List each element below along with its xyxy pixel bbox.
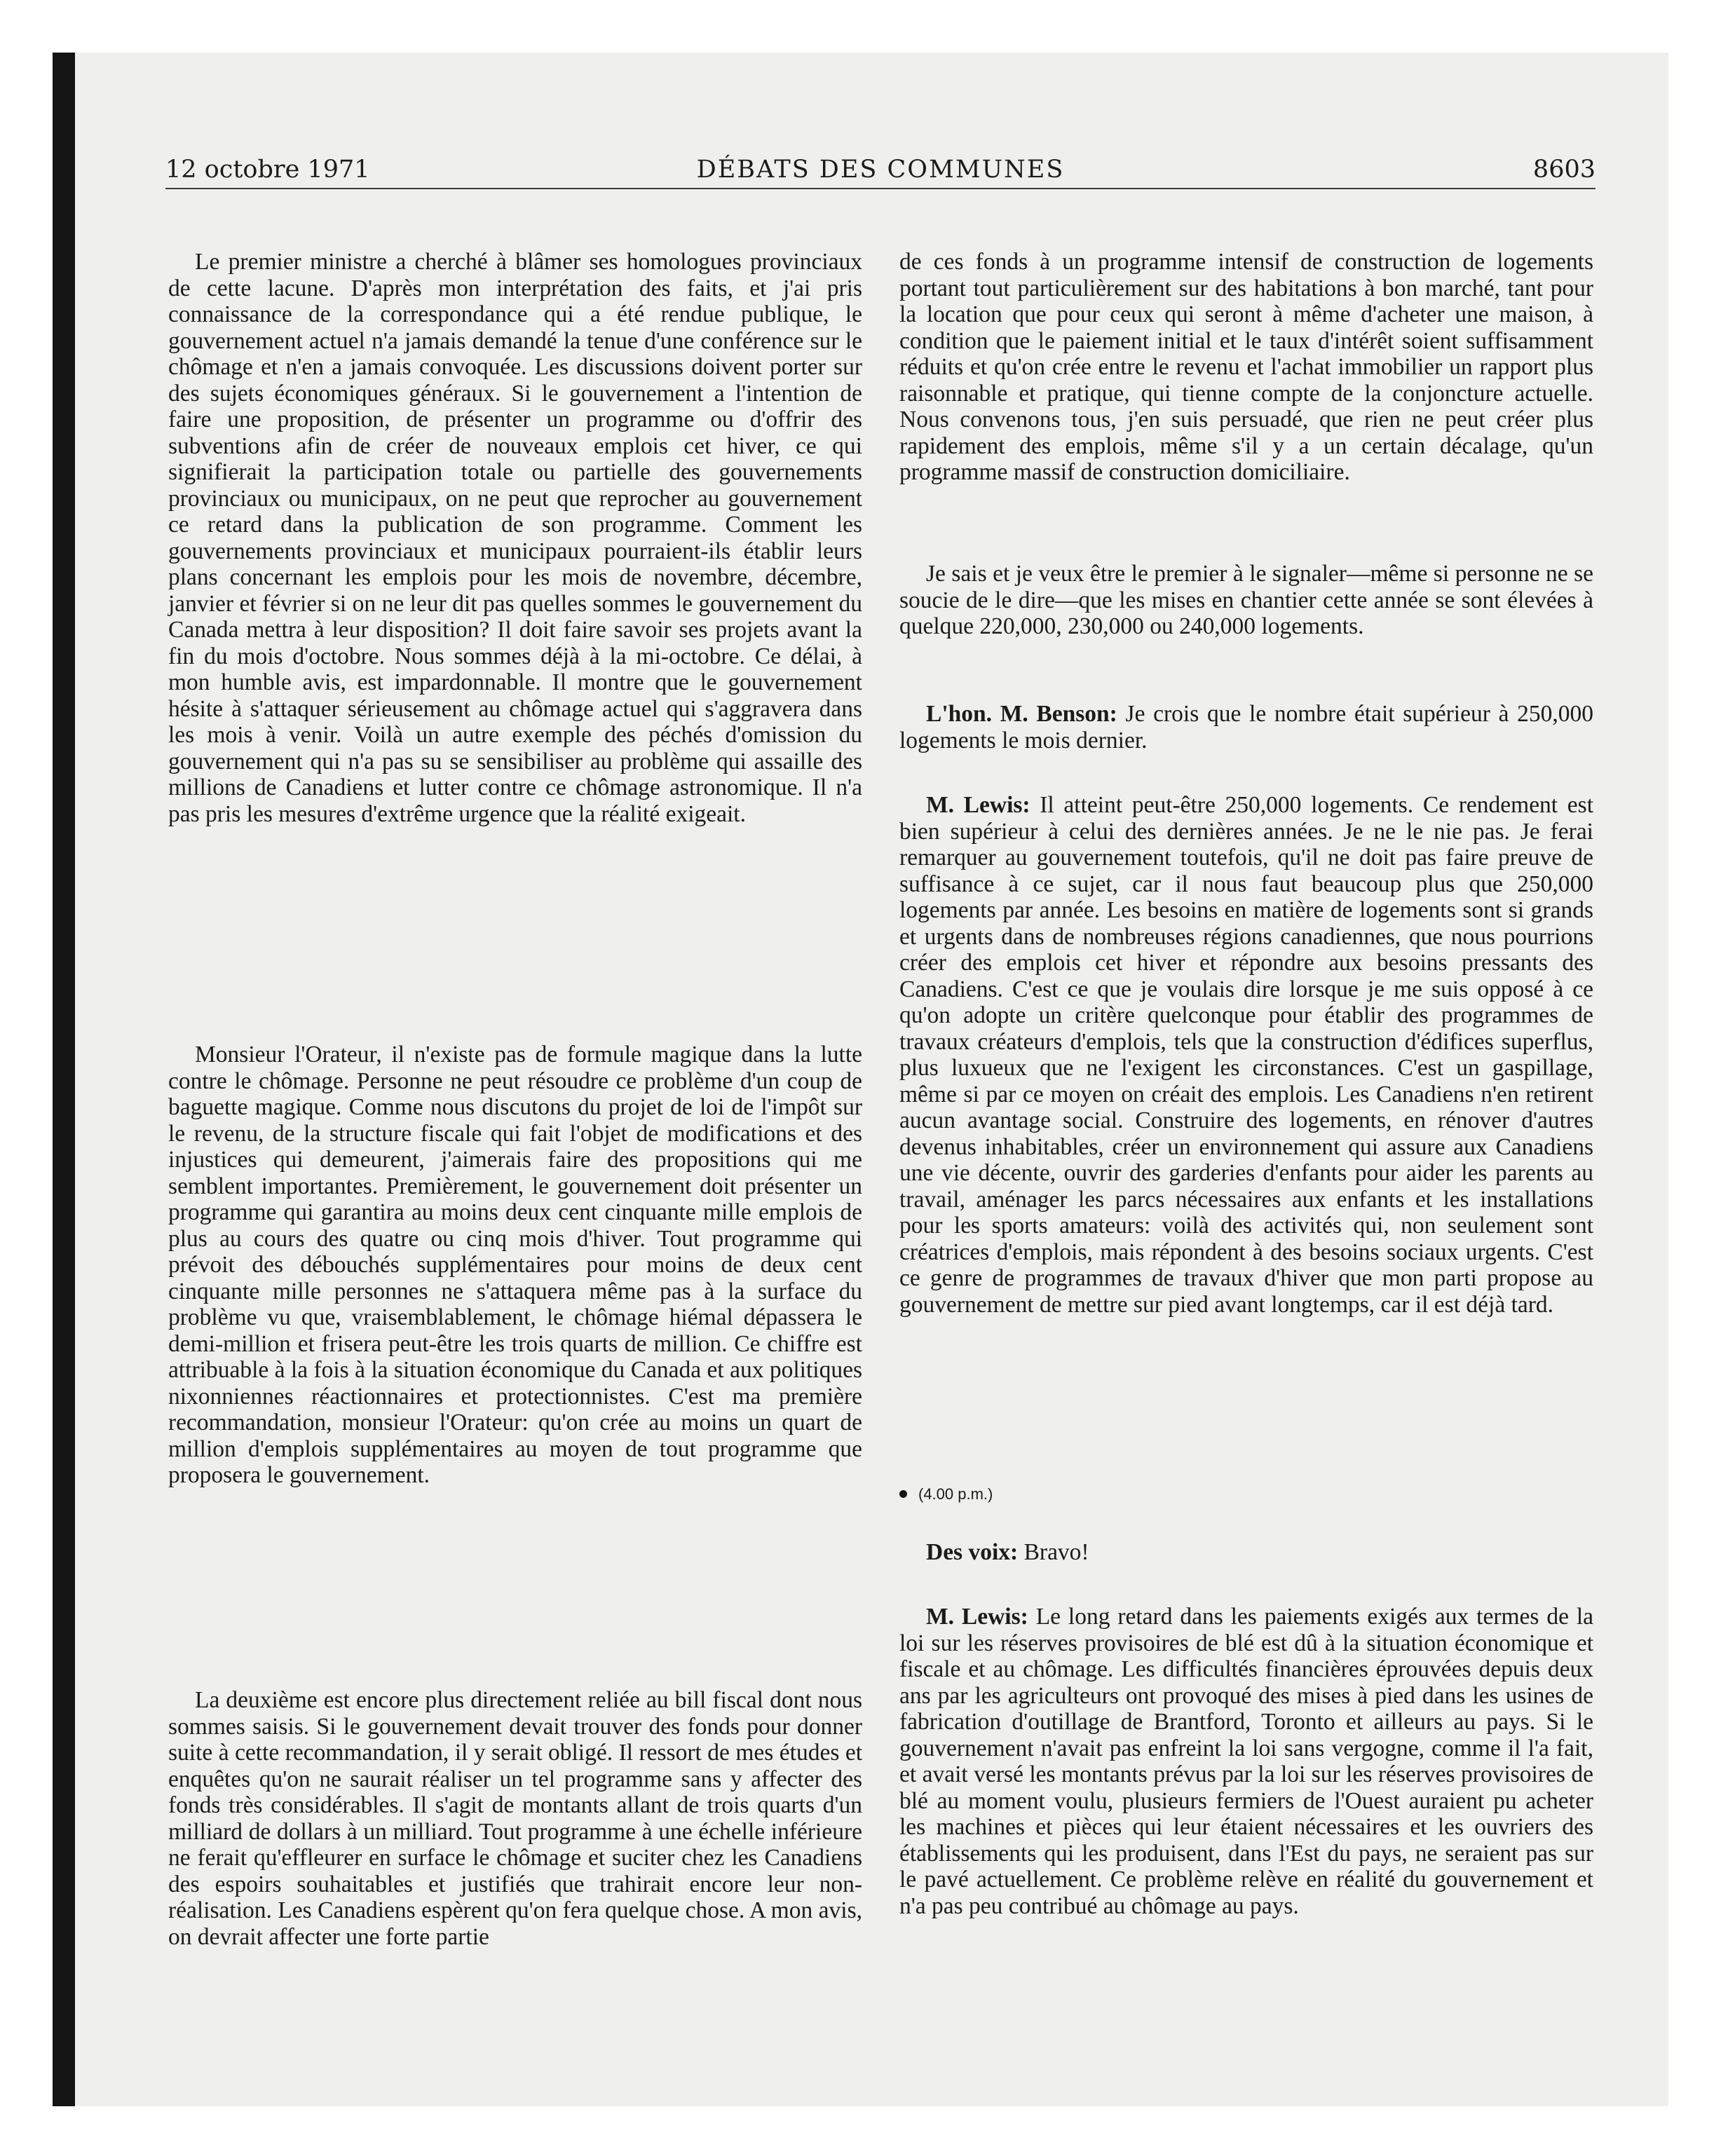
paragraph-text: Le premier ministre a cherché à blâmer ses homologues provinciaux de cette lacune. D'après mon interprétation des faits, et j'ai pris connaissance de la correspondance qui a été rendue publique, le gouvernement actuel n'a jamais demandé la tenue d'une conférence sur le chômage et n'en a jamais convoquée. Les discussions doivent porter sur des sujets économiques généraux. Si le gouvernement a l'intention de faire une proposition, de présenter un programme ou d'offrir des subventions afin de créer de nouveaux emplois cet hiver, ce qui signifierait la participation totale ou partielle des gouvernements provinciaux ou municipaux, on ne peut que reprocher au gouvernement ce retard dans la publication de son programme. Comment les gouvernements provinciaux et municipaux pourraient-ils établir leurs plans concernant les emplois pour les mois de novembre, décembre, janvier et février si on ne leur dit pas quelles sommes le gouvernement du Canada mettra à leur disposition? Il doit faire savoir ses projets avant la fin du mois d'octobre. Nous sommes déjà à la mi-octobre. Ce délai, à mon humble avis, est impardonnable. Il montre que le gouvernement hésite à s'attaquer sérieusement au chômage actuel qui s'aggravera dans les mois à venir. Voilà un autre exemple des péchés d'omission du gouvernement qui n'a pas su se sensibiliser au problème qui assaille des millions de Canadiens et lutter contre ce chômage astronomique. Il n'a pas pris les mesures d'extrême urgence que la réalité exigeait. xyxy=(168,249,862,827)
speaker-name: M. Lewis: xyxy=(926,792,1030,818)
timestamp: (4.00 p.m.) xyxy=(918,1485,993,1503)
speech-text: Je crois que le nombre était supérieur à 250,000 logements le mois dernier. xyxy=(899,701,1594,753)
page-header xyxy=(165,153,1595,189)
paragraph-text: Monsieur l'Orateur, il n'existe pas de formule magique dans la lutte contre le chômage. Personne ne peut résoudre ce problème d'un coup de baguette magique. Comme nous discutons du projet de loi de l'impôt sur le revenu, de la structure fiscale qui fait l'objet de modifications et des injustices qui demeurent, j'aimerais faire des propositions qui me semblent importantes. Premièrement, le gouvernement doit présenter un programme qui garantira au moins deux cent cinquante mille emplois de plus au cours des quatre ou cinq mois d'hiver. Tout programme qui prévoit des débouchés supplémentaires pour moins de deux cent cinquante mille personnes ne s'attaquera même pas à la surface du problème vu que, vraisemblablement, le chômage hiémal dépassera le demi-million et frisera peut-être les trois quarts de million. Ce chiffre est attribuable à la fois à la situation économique du Canada et aux politiques nixonniennes réactionnaires et protectionnistes. C'est ma première recommandation, monsieur l'Orateur: qu'on crée au moins un quart de million d'emplois supplémentaires au moyen de tout programme que proposera le gouvernement. xyxy=(168,1042,862,1488)
voices-intervention xyxy=(899,1539,1593,1566)
paragraph-text: de ces fonds à un programme intensif de construction de logements portant tout particulièrement sur des habitations à bon marché, tant pour la location que pour ceux qui seront à même d'acheter une maison, à condition que le paiement initial et le taux d'intérêt soient suffisamment réduits et qu'on crée entre le revenu et l'achat immobilier un rapport plus raisonnable et pratique, qui tienne compte de la conjoncture actuelle. Nous convenons tous, j'en suis persuadé, que rien ne peut créer plus rapidement des emplois, même s'il y a un certain décalage, qu'un programme massif de construction domiciliaire. xyxy=(899,249,1593,485)
bullet-icon xyxy=(899,1490,907,1498)
speech-text: Il atteint peut-être 250,000 logements. Ce rendement est bien supérieur à celui des dernières années. Je ne le nie pas. Je ferai remarquer au gouvernement toutefois, qu'il ne doit pas faire preuve de suffisance à ce sujet, car il nous faut beaucoup plus que 250,000 logements par année. Les besoins en matière de logements sont si grands et urgents dans de nombreuses régions canadiennes, que nous pourrions créer des emplois cet hiver et répondre aux besoins pressants des Canadiens. C'est ce que je voulais dire lorsque je me suis opposé à ce qu'on adopte un critère quelconque pour établir des programmes de travaux créateurs d'emplois, tels que la construction d'édifices superflus, plus luxueux que ne l'exigent les circonstances. C'est un gaspillage, même si par ce moyen on créait des emplois. Les Canadiens n'en retirent aucun avantage social. Construire des logements, en rénover d'autres devenus inhabitables, créer un environnement qui assure aux Canadiens une vie décente, ouvrir des garderies d'enfants pour aider les parents au travail, aménager les parcs nécessaires aux enfants et les installations pour les sports amateurs: voilà des activités qui, non seulement sont créatrices d'emplois, mais répondent à des besoins sociaux urgents. C'est ce genre de programmes de travaux d'hiver que mon parti propose au gouvernement de mettre sur pied avant longtemps, car il est déjà tard. xyxy=(899,792,1594,1318)
left-paragraph-1 xyxy=(168,249,862,827)
lewis-intervention-2 xyxy=(899,1604,1593,1919)
left-paragraph-2 xyxy=(168,1042,862,1489)
timestamp-line xyxy=(899,1479,1593,1508)
paragraph-text: Je sais et je veux être le premier à le signaler—même si personne ne se soucie de le dire—que les mises en chantier cette année se sont élevées à quelque 220,000, 230,000 ou 240,000 logements. xyxy=(899,561,1593,639)
paragraph-text: La deuxième est encore plus directement reliée au bill fiscal dont nous sommes saisis. Si le gouvernement devait trouver des fonds pour donner suite à cette recommandation, il y serait obligé. Il ressort de mes études et enquêtes qu'on ne saurait réaliser un tel programme sans y affecter des fonds très considérables. Il s'agit de montants allant de trois quarts d'un milliard de dollars à un milliard. Tout programme à une échelle inférieure ne ferait qu'effleurer en surface le chômage et suciter chez les Canadiens des espoirs souhaitables et justifiés que trahirait encore leur non-réalisation. Les Canadiens espèrent qu'on fera quelque chose. A mon avis, on devrait affecter une forte partie xyxy=(168,1687,862,1950)
scan-edge xyxy=(53,53,75,2106)
speaker-name: L'hon. M. Benson: xyxy=(926,701,1117,727)
right-paragraph-2 xyxy=(899,561,1593,640)
header-title: DÉBATS DES COMMUNES xyxy=(696,156,1065,184)
speech-text: Bravo! xyxy=(1023,1539,1089,1565)
speech-text: Le long retard dans les paiements exigés aux termes de la loi sur les réserves provisoires de blé est dû à la situation économique et fiscale et au chômage. Les difficultés financières éprouvées depuis deux ans par les agriculteurs ont provoqué des mises à pied dans les usines de fabrication d'outillage de Brantford, Toronto et ailleurs au pays. Si le gouvernement n'avait pas enfreint la loi sans vergogne, comme il l'a fait, et avait versé les montants prévus par la loi sur les réserves provisoires de blé au moment voulu, plusieurs fermiers de l'Ouest auraient pu acheter les machines et pièces qui leur étaient nécessaires et les ouvriers des établissements qui les produisent, dans l'Est du pays, ne seraient pas sur le pavé actuellement. Ce problème relève en réalité du gouvernement et n'a pas peu contribué au chômage au pays. xyxy=(899,1604,1594,1919)
right-paragraph-1 xyxy=(899,249,1593,486)
header-date: 12 octobre 1971 xyxy=(165,156,370,184)
left-paragraph-3 xyxy=(168,1687,862,1950)
benson-intervention xyxy=(899,701,1593,753)
speaker-name: M. Lewis: xyxy=(926,1604,1028,1630)
speaker-name: Des voix: xyxy=(926,1539,1019,1565)
page-number: 8603 xyxy=(1532,156,1595,184)
lewis-intervention-1 xyxy=(899,792,1593,1318)
